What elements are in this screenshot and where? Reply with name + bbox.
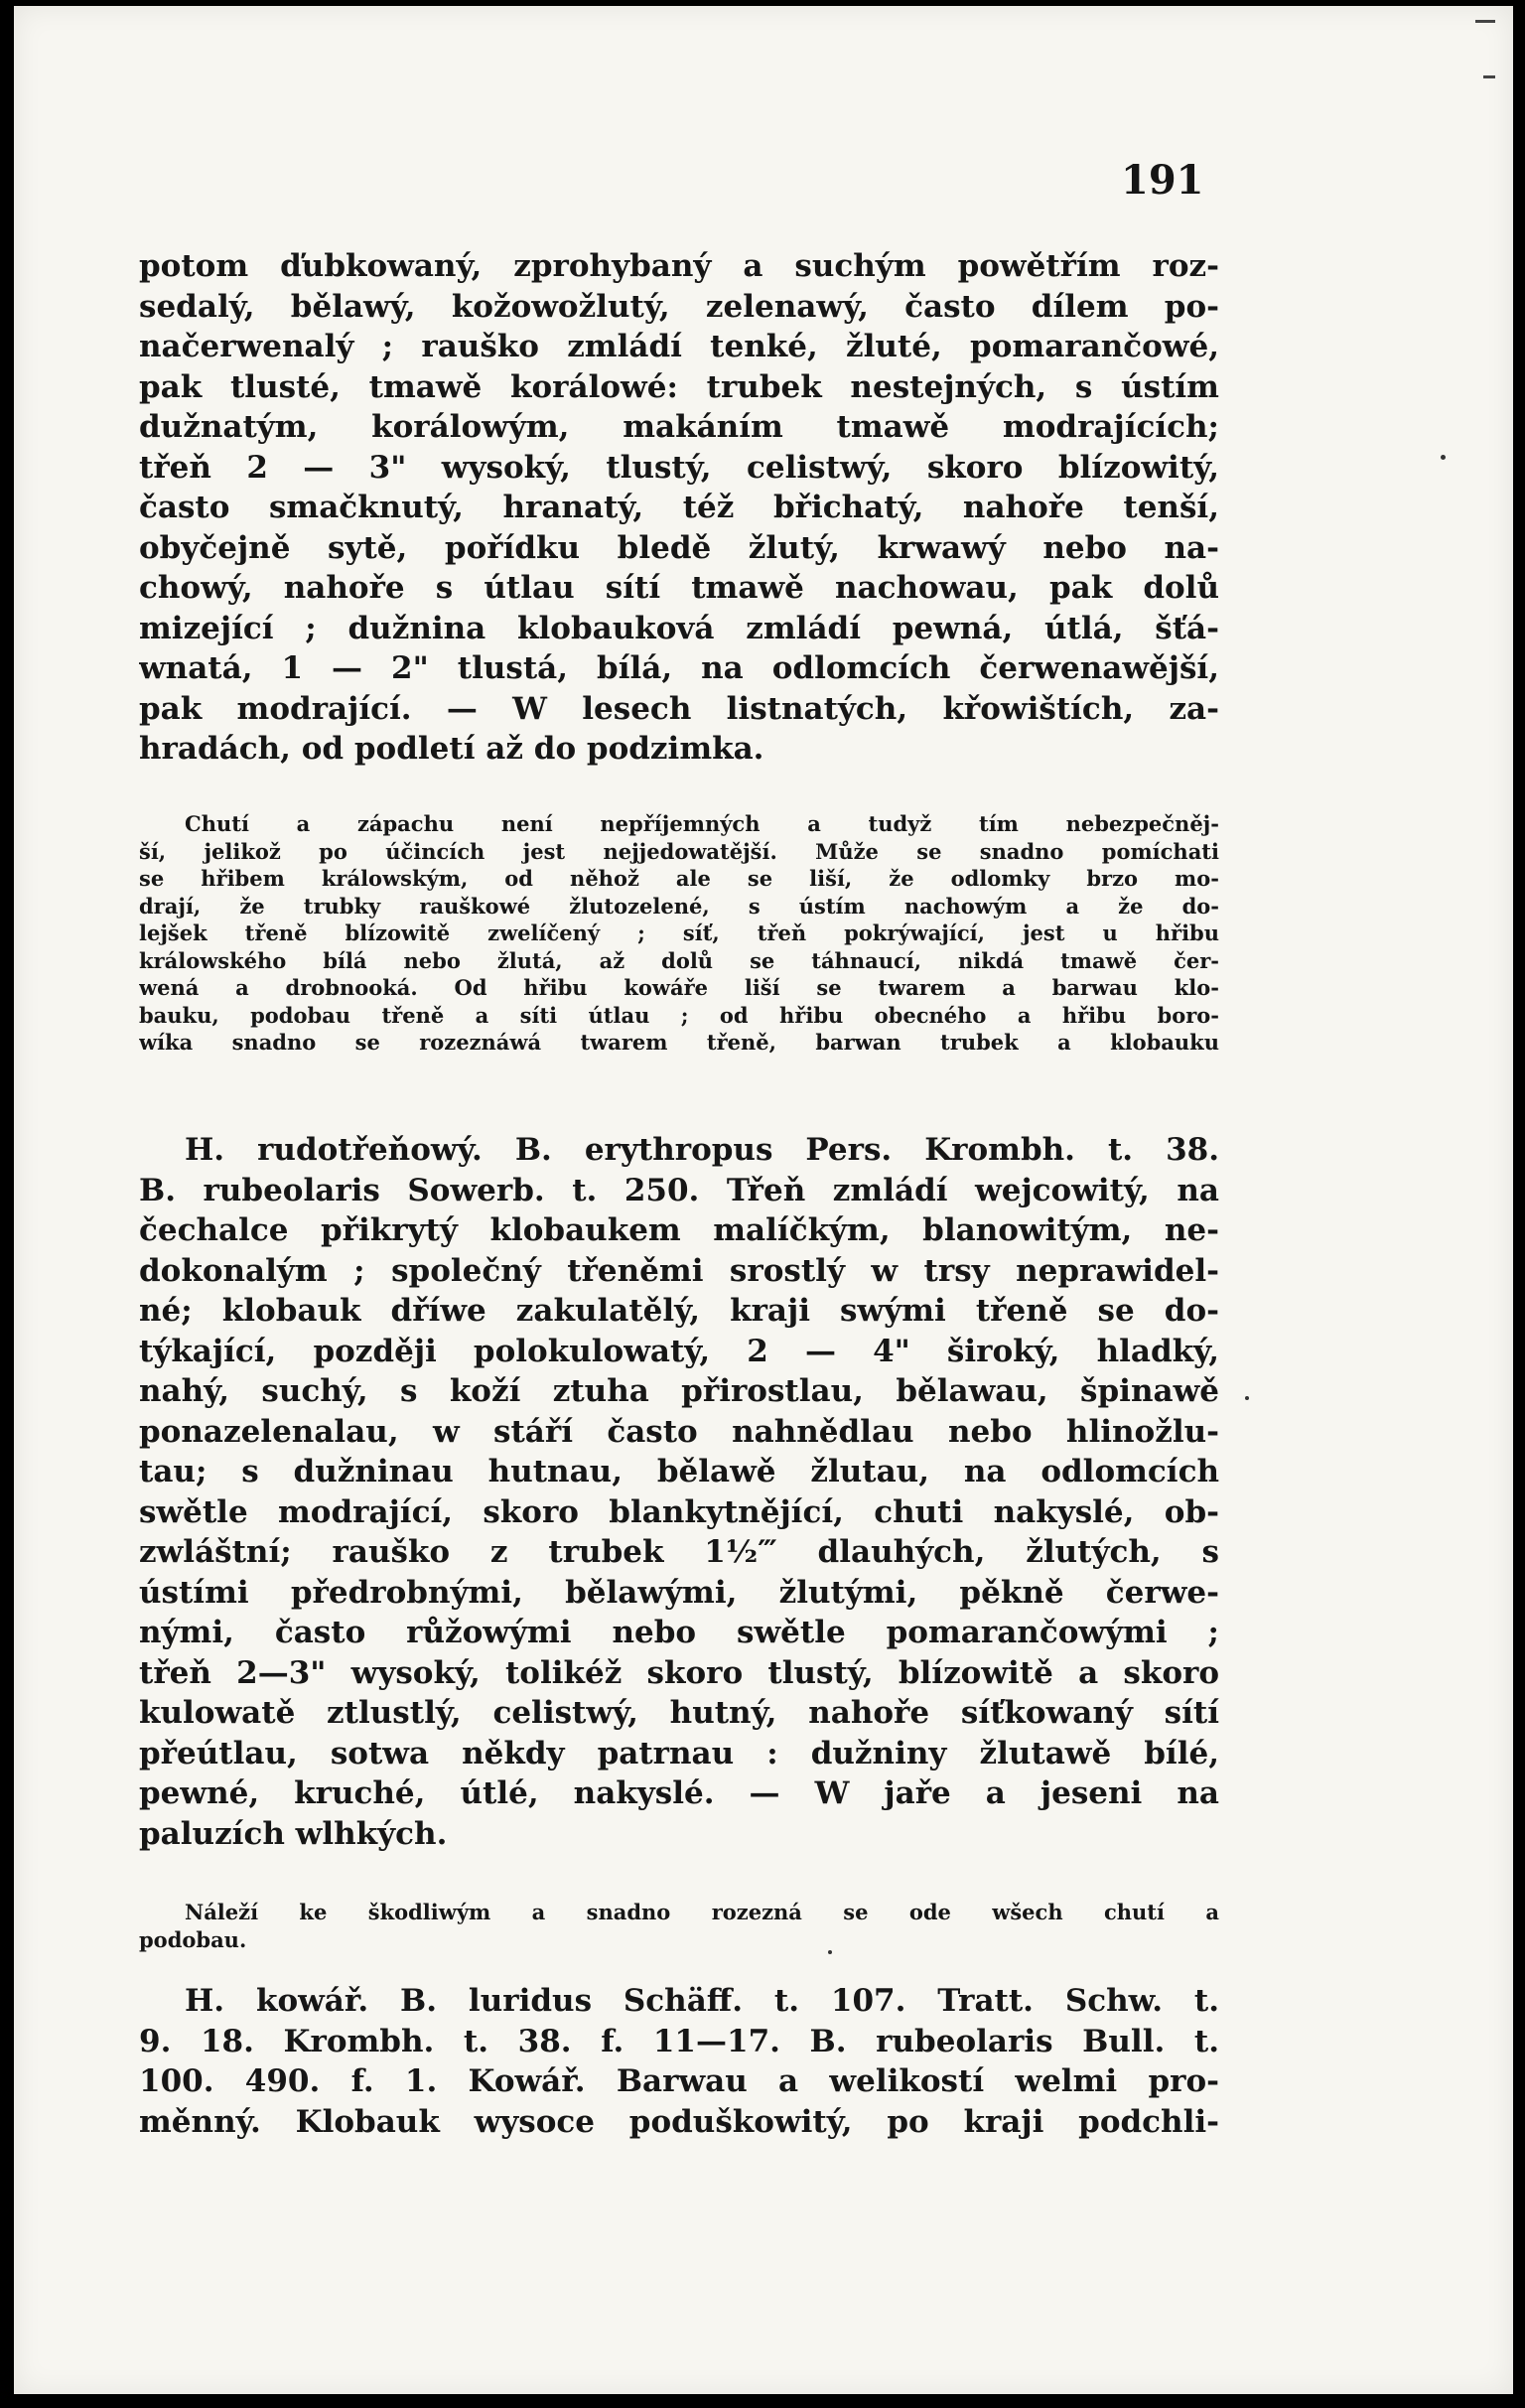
- note-line: Chutí a zápachu není nepříjemných a tudyž tím nebezpečněj-: [185, 811, 1219, 836]
- entry-heading-line: H. rudotřeňowý. B. erythropus Pers. Krombh. t. 38.: [185, 1132, 1219, 1168]
- text-line: třeň 2 — 3" wysoký, tlustý, celistwý, skoro blízowitý,: [139, 449, 1219, 486]
- page-number: 191: [1121, 157, 1204, 204]
- document-page: [14, 6, 1513, 2394]
- species-entry-kowar: [139, 1981, 1219, 2142]
- text-line: pewné, kruché, útlé, nakyslé. — W jaře a jeseni na: [139, 1775, 1219, 1811]
- text-line: pak modrající. — W lesech listnatých, křowištích, za-: [139, 690, 1219, 727]
- note-paragraph: [139, 810, 1219, 1057]
- text-line: dužnatým, korálowým, makáním tmawě modrajících;: [139, 409, 1219, 445]
- text-line: hradách, od podletí až do podzimka.: [139, 731, 764, 767]
- text-line: načerwenalý ; rauško zmládí tenké, žluté, pomarančowé,: [139, 329, 1219, 364]
- text-line: sedalý, bělawý, kožowožlutý, zelenawý, často dílem po-: [139, 288, 1219, 325]
- text-line: nahý, suchý, s koží ztuha přirostlau, bělawau, špinawě: [139, 1373, 1219, 1409]
- text-block-continued: [139, 246, 1219, 770]
- note-line: Náleží ke škodliwým a snadno rozezná se ode wšech chutí a: [185, 1900, 1219, 1924]
- text-line: B. rubeolaris Sowerb. t. 250. Třeň zmládí wejcowitý, na: [139, 1172, 1219, 1208]
- text-line: swětle modrající, skoro blankytnějící, chuti nakyslé, ob-: [139, 1493, 1219, 1530]
- note-line: se hřibem králowským, od něhož ale se liší, že odlomky brzo mo-: [139, 866, 1219, 891]
- entry-heading-line: H. kowář. B. luridus Schäff. t. 107. Tratt. Schw. t.: [185, 1983, 1219, 2019]
- text-line: tau; s dužninau hutnau, bělawě žlutau, na odlomcích: [139, 1454, 1219, 1489]
- scan-edge-mark: [1483, 75, 1495, 78]
- text-line: týkající, později polokulowatý, 2 — 4" široký, hladký,: [139, 1333, 1219, 1369]
- text-line: kulowatě ztlustlý, celistwý, hutný, nahoře síťkowaný sítí: [139, 1695, 1219, 1731]
- text-line: často smačknutý, hranatý, též břichatý, nahoře tenší,: [139, 490, 1219, 525]
- speck: [1441, 455, 1446, 460]
- text-line: přeútlau, sotwa někdy patrnau : dužniny žlutawě bílé,: [139, 1735, 1219, 1771]
- speck: [828, 1950, 832, 1954]
- text-line: 100. 490. f. 1. Kowář. Barwau a welikostí welmi pro-: [139, 2063, 1219, 2099]
- note-line: ší, jelikož po účincích jest nejjedowatější. Může se snadno pomíchati: [139, 838, 1219, 864]
- text-line: třeň 2—3" wysoký, tolikéž skoro tlustý, blízowitě a skoro: [139, 1654, 1219, 1691]
- text-line: čechalce přikrytý klobaukem malíčkým, blanowitým, ne-: [139, 1212, 1219, 1248]
- scan-edge-mark: [1475, 20, 1495, 23]
- text-line: nými, často růžowými nebo swětle pomarančowými ;: [139, 1615, 1219, 1650]
- text-line: potom ďubkowaný, zprohybaný a suchým powětřím roz-: [139, 248, 1219, 284]
- note-line: wená a drobnooká. Od hřibu kowáře liší se twarem a barwau klo-: [139, 975, 1219, 1000]
- text-line: zwláštní; rauško z trubek 1½‴ dlauhých, žlutých, s: [139, 1534, 1219, 1570]
- text-line: wnatá, 1 — 2" tlustá, bílá, na odlomcích čerwenawější,: [139, 650, 1219, 686]
- note-line: lejšek třeně blízowitě zwelíčený ; síť, třeň pokrýwající, jest u hřibu: [139, 921, 1219, 945]
- note-paragraph: [139, 1899, 1219, 1953]
- note-line: králowského bílá nebo žlutá, až dolů se táhnaucí, nikdá tmawě čer-: [139, 947, 1219, 973]
- text-line: ponazelenalau, w stáří často nahnědlau nebo hlinožlu-: [139, 1413, 1219, 1450]
- text-line: dokonalým ; společný třeněmi srostlý w trsy neprawidel-: [139, 1252, 1219, 1289]
- text-line: chowý, nahoře s útlau sítí tmawě nachowau, pak dolů: [139, 570, 1219, 606]
- text-line: pak tlusté, tmawě korálowé: trubek nestejných, s ústím: [139, 368, 1219, 405]
- note-line: wíka snadno se rozeznáwá twarem třeně, barwan trubek a klobauku: [139, 1030, 1219, 1055]
- text-line: 9. 18. Krombh. t. 38. f. 11—17. B. rubeolaris Bull. t.: [139, 2023, 1219, 2059]
- note-line: podobau.: [139, 1926, 247, 1952]
- note-line: bauku, podobau třeně a síti útlau ; od hřibu obecného a hřibu boro-: [139, 1002, 1219, 1028]
- species-entry-rudotrenowy: [139, 1130, 1219, 1854]
- text-line: měnný. Klobauk wysoce poduškowitý, po kraji podchli-: [139, 2103, 1219, 2140]
- text-line: ústími předrobnými, bělawými, žlutými, pěkně čerwe-: [139, 1574, 1219, 1611]
- note-line: drají, že trubky rauškowé žlutozelené, s ústím nachowým a že do-: [139, 893, 1219, 919]
- text-line: né; klobauk dříwe zakulatělý, kraji swými třeně se do-: [139, 1293, 1219, 1329]
- text-line: obyčejně sytě, pořídku bledě žlutý, krwawý nebo na-: [139, 529, 1219, 566]
- speck: [1245, 1396, 1249, 1400]
- text-line: paluzích wlhkých.: [139, 1815, 448, 1852]
- text-line: mizející ; dužnina klobauková zmládí pewná, útlá, šťá-: [139, 610, 1219, 646]
